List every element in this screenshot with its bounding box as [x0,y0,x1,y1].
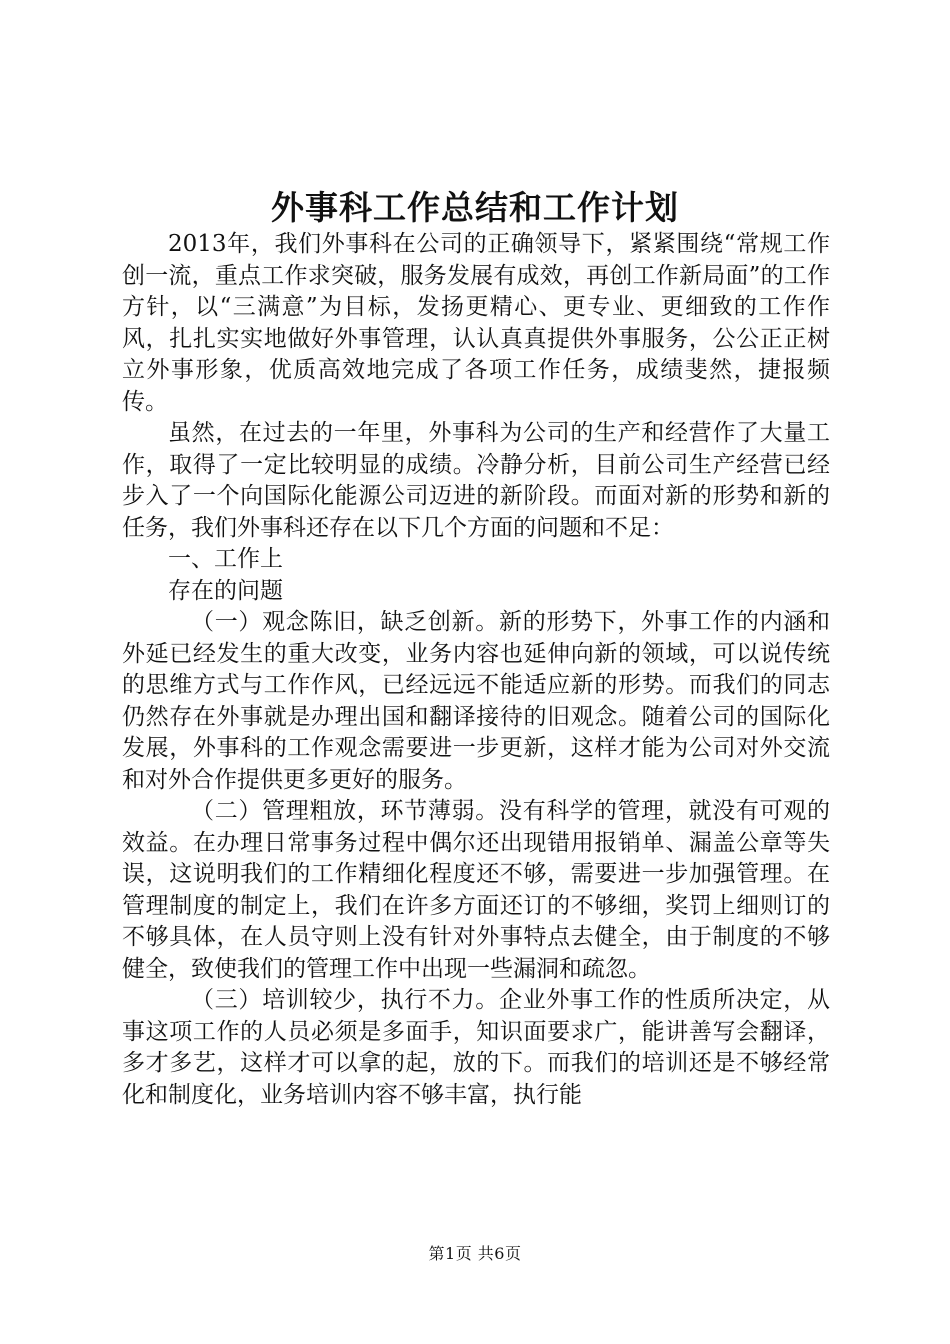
paragraph-item-1: （一）观念陈旧，缺乏创新。新的形势下，外事工作的内涵和外延已经发生的重大改变，业务内容也延伸向新的领域，可以说传统的思维方式与工作作风，已经远远不能适应新的形势。而我们的同志仍然存在外事就是办理出国和翻译接待的旧观念。随着公司的国际化发展，外事科的工作观念需要进一步更新，这样才能为公司对外交流和对外合作提供更多更好的服务。 [122,609,830,793]
page-footer: 第1页 共6页 [428,1244,522,1263]
paragraph-item-2: （二）管理粗放，环节薄弱。没有科学的管理，就没有可观的效益。在办理日常事务过程中偶尔还出现错用报销单、漏盖公章等失误，这说明我们的工作精细化程度还不够，需要进一步加强管理。在管理制度的制定上，我们在许多方面还订的不够细，奖罚上细则订的不够具体，在人员守则上没有针对外事特点去健全，由于制度的不够健全，致使我们的管理工作中出现一些漏洞和疏忽。 [122,798,830,982]
document-body [122,229,830,1111]
paragraph-problems-overview: 虽然，在过去的一年里，外事科为公司的生产和经营作了大量工作，取得了一定比较明显的成绩。冷静分析，目前公司生产经营已经步入了一个向国际化能源公司迈进的新阶段。而面对新的形势和新的任务，我们外事科还存在以下几个方面的问题和不足： [122,420,830,541]
section-subheading-problems: 存在的问题 [168,577,283,604]
document-title: 外事科工作总结和工作计划 [271,188,679,227]
paragraph-intro: 2013年，我们外事科在公司的正确领导下，紧紧围绕“常规工作创一流，重点工作求突破，服务发展有成效，再创工作新局面”的工作方针，以“三满意”为目标，发扬更精心、更专业、更细致的工作作风，扎扎实实地做好外事管理，认认真真提供外事服务，公公正正树立外事形象，优质高效地完成了各项工作任务，成绩斐然，捷报频传。 [122,231,830,415]
paragraph-item-3: （三）培训较少，执行不力。企业外事工作的性质所决定，从事这项工作的人员必须是多面手，知识面要求广，能讲善写会翻译，多才多艺，这样才可以拿的起，放的下。而我们的培训还是不够经常化和制度化，业务培训内容不够丰富，执行能 [122,987,830,1108]
section-heading-work: 一、工作上 [168,546,283,572]
